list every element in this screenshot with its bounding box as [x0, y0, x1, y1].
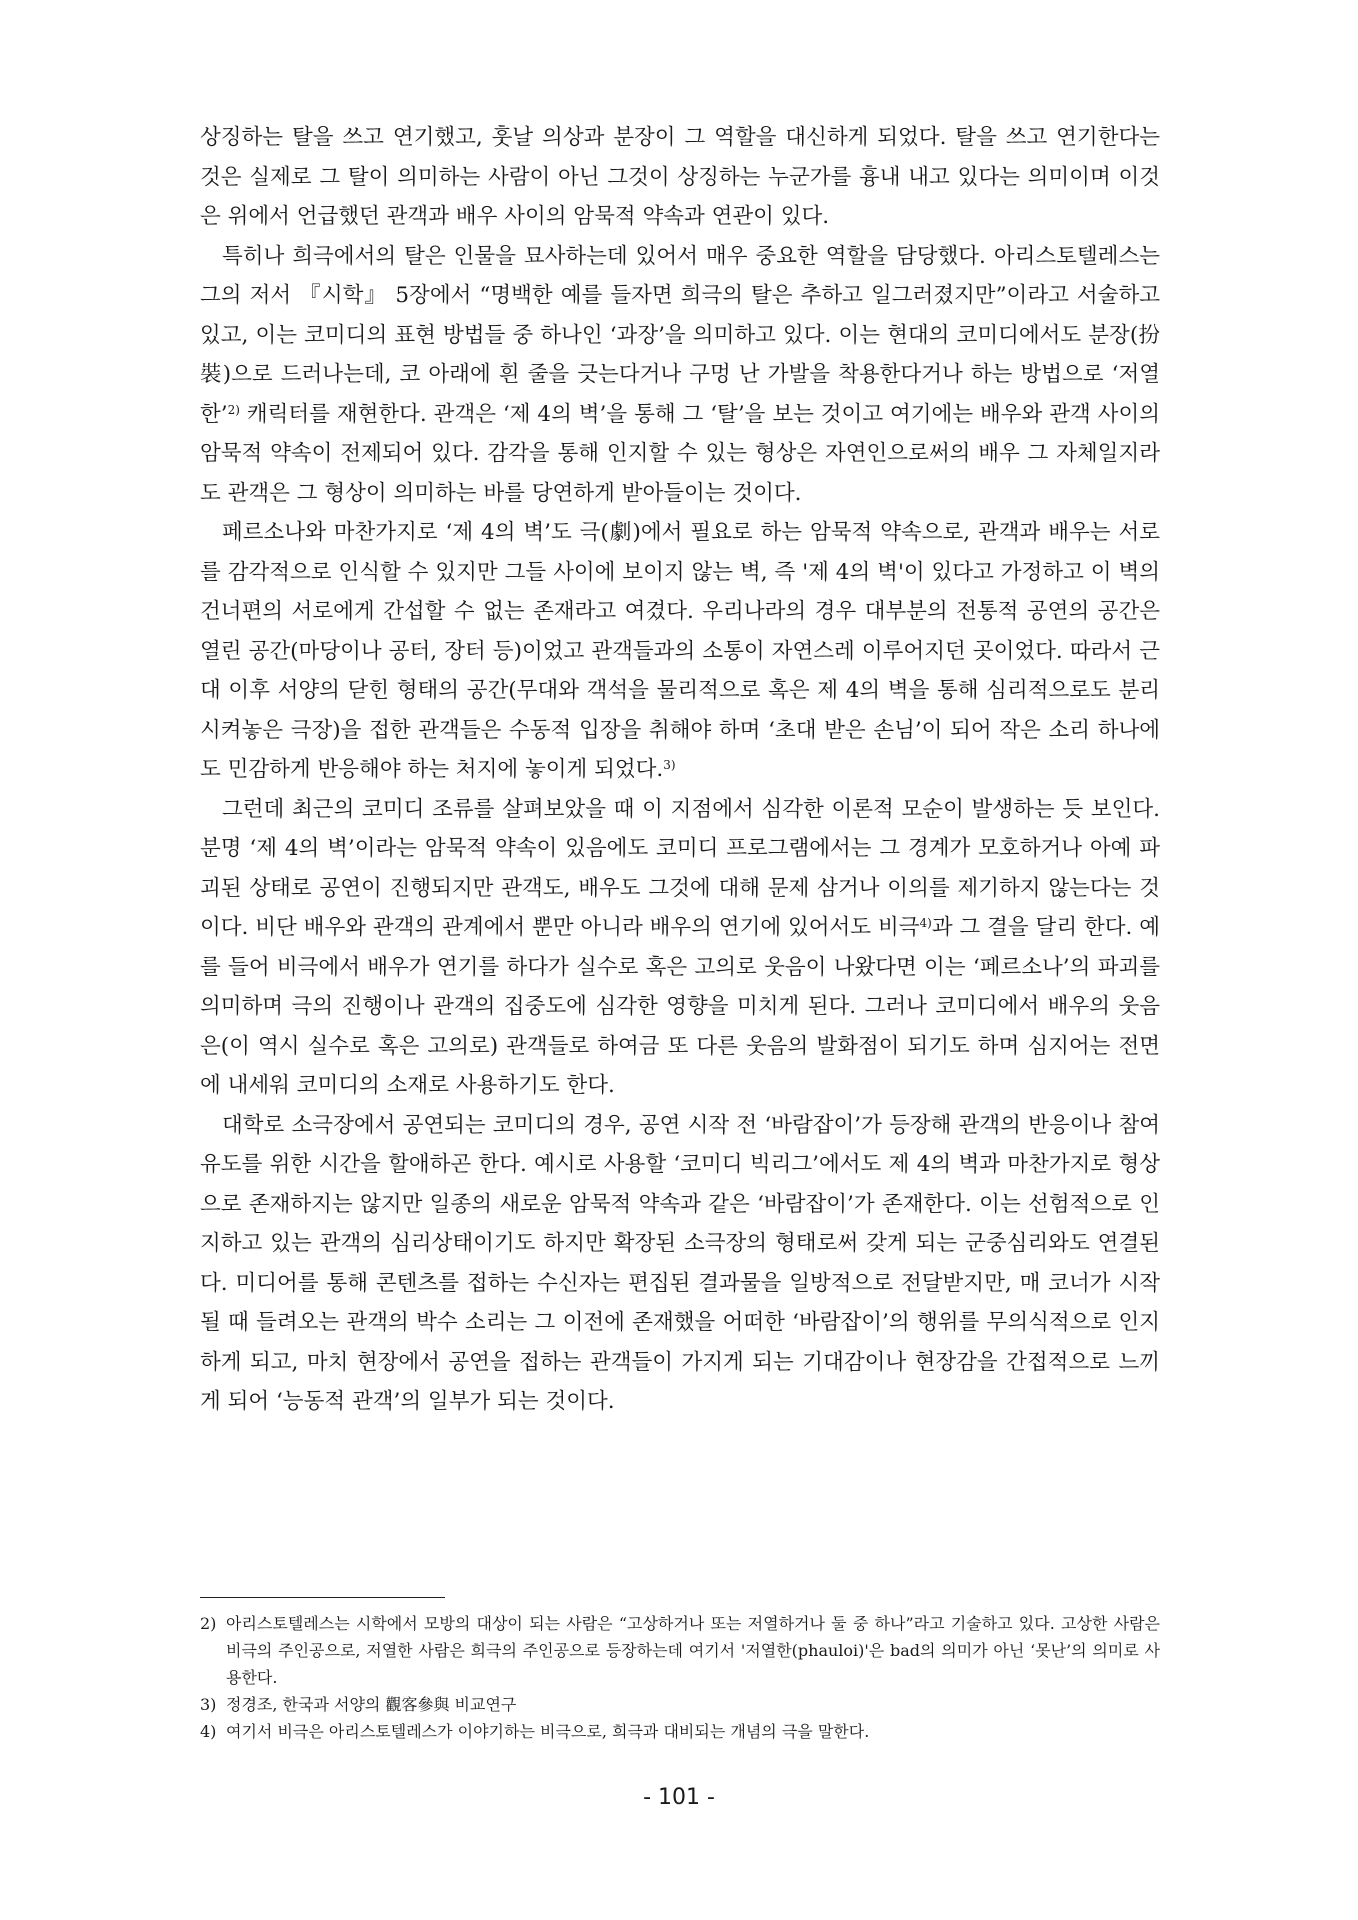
paragraph — [200, 790, 1160, 1106]
body-text — [200, 118, 1160, 1422]
paragraph-text: 캐릭터를 재현한다. 관객은 ‘제 4의 벽’을 통해 그 ‘탈’을 보는 것이고 여기에는 배우와 관객 사이의 암묵적 약속이 전제되어 있다. 감각을 통해 인지할 수 있는 형상은 자연인으로써의 배우 그 자체일지라도 관객은 그 형상이 의미하는 바를 당연하게 받아들이는 것이다. — [200, 401, 1160, 506]
footnote-text: 아리스토텔레스는 시학에서 모방의 대상이 되는 사람은 “고상하거나 또는 저열하거나 둘 중 하나”라고 기술하고 있다. 고상한 사람은 비극의 주인공으로, 저열한 사람은 희극의 주인공으로 등장하는데 여기서 '저열한(phauloi)'은 bad의 의미가 아닌 ‘못난’의 의미로 사용한다. — [226, 1614, 1160, 1687]
page-number: - 101 - — [643, 1785, 715, 1810]
paragraph-text: 과 그 결을 달리 한다. 예를 들어 비극에서 배우가 연기를 하다가 실수로 혹은 고의로 웃음이 나왔다면 이는 ‘페르소나’의 파괴를 의미하며 극의 진행이나 관객의 집중도에 심각한 영향을 미치게 된다. 그러나 코미디에서 배우의 웃음은(이 역시 실수로 혹은 고의로) 관객들로 하여금 또 다른 웃음의 발화점이 되기도 하며 심지어는 전면에 내세워 코미디의 소재로 사용하기도 한다. — [200, 915, 1160, 1098]
footnote-divider — [200, 1597, 445, 1598]
paragraph-text: 페르소나와 마찬가지로 ‘제 4의 벽’도 극(劇)에서 필요로 하는 암묵적 약속으로, 관객과 배우는 서로를 감각적으로 인식할 수 있지만 그들 사이에 보이지 않는 벽, 즉 '제 4의 벽'이 있다고 가정하고 이 벽의 건너편의 서로에게 간섭할 수 없는 존재라고 여겼다. 우리나라의 경우 대부분의 전통적 공연의 공간은 열린 공간(마당이나 공터, 장터 등)이었고 관객들과의 소통이 자연스레 이루어지던 곳이었다. 따라서 근대 이후 서양의 닫힌 형태의 공간(무대와 객석을 물리적으로 혹은 제 4의 벽을 통해 심리적으로도 분리시켜놓은 극장)을 접한 관객들은 수동적 입장을 취해야 하며 ‘초대 받은 손님’이 되어 작은 소리 하나에도 민감하게 반응해야 하는 처지에 놓이게 되었다. — [200, 520, 1160, 782]
paragraph-text: 상징하는 탈을 쓰고 연기했고, 훗날 의상과 분장이 그 역할을 대신하게 되었다. 탈을 쓰고 연기한다는 것은 실제로 그 탈이 의미하는 사람이 아닌 그것이 상징하는 누군가를 흉내 내고 있다는 의미이며 이것은 위에서 언급했던 관객과 배우 사이의 암묵적 약속과 연관이 있다. — [200, 125, 1160, 229]
footnote — [200, 1610, 1160, 1691]
footnote-ref[interactable]: 2) — [227, 402, 240, 417]
footnote-text: 여기서 비극은 아리스토텔레스가 이야기하는 비극으로, 희극과 대비되는 개념의 극을 말한다. — [226, 1722, 870, 1741]
paragraph — [200, 513, 1160, 790]
footnote-text: 정경조, 한국과 서양의 觀客參與 비교연구 — [226, 1695, 517, 1714]
footnote-number: 4) — [200, 1722, 217, 1741]
footnote-number: 2) — [200, 1614, 217, 1633]
paragraph — [200, 118, 1160, 237]
paragraph-text: 그런데 최근의 코미디 조류를 살펴보았을 때 이 지점에서 심각한 이론적 모순이 발생하는 듯 보인다. 분명 ‘제 4의 벽’이라는 암묵적 약속이 있음에도 코미디 프로그램에서는 그 경계가 모호하거나 아예 파괴된 상태로 공연이 진행되지만 관객도, 배우도 그것에 대해 문제 삼거나 이의를 제기하지 않는다는 것이다. 비단 배우와 관객의 관계에서 뿐만 아니라 배우의 연기에 있어서도 비극 — [200, 796, 1160, 940]
footnote — [200, 1691, 1160, 1718]
paragraph — [200, 237, 1160, 514]
footnote-number: 3) — [200, 1695, 217, 1714]
paragraph — [200, 1106, 1160, 1422]
footnote-ref[interactable]: 3) — [663, 758, 676, 772]
paragraph-text: 특히나 희극에서의 탈은 인물을 묘사하는데 있어서 매우 중요한 역할을 담당했다. 아리스토텔레스는 그의 저서 『시학』 5장에서 “명백한 예를 들자면 희극의 탈은 추하고 일그러졌지만”이라고 서술하고 있고, 이는 코미디의 표현 방법들 중 하나인 ‘과장’을 의미하고 있다. 이는 현대의 코미디에서도 분장(扮裝)으로 드러나는데, 코 아래에 흰 줄을 긋는다거나 구멍 난 가발을 착용한다거나 하는 방법으로 ‘저열한’ — [200, 243, 1160, 427]
footnote — [200, 1718, 1160, 1745]
footnote-ref[interactable]: 4) — [919, 916, 932, 930]
footnotes — [200, 1610, 1160, 1745]
paragraph-text: 대학로 소극장에서 공연되는 코미디의 경우, 공연 시작 전 ‘바람잡이’가 등장해 관객의 반응이나 참여 유도를 위한 시간을 할애하곤 한다. 예시로 사용할 ‘코미디 빅리그’에서도 제 4의 벽과 마찬가지로 형상으로 존재하지는 않지만 일종의 새로운 암묵적 약속과 같은 ‘바람잡이’가 존재한다. 이는 선험적으로 인지하고 있는 관객의 심리상태이기도 하지만 확장된 소극장의 형태로써 갖게 되는 군중심리와도 연결된다. 미디어를 통해 콘텐츠를 접하는 수신자는 편집된 결과물을 일방적으로 전달받지만, 매 코너가 시작될 때 들려오는 관객의 박수 소리는 그 이전에 존재했을 어떠한 ‘바람잡이’의 행위를 무의식적으로 인지하게 되고, 마치 현장에서 공연을 접하는 관객들이 가지게 되는 기대감이나 현장감을 간접적으로 느끼게 되어 ‘능동적 관객’의 일부가 되는 것이다. — [200, 1112, 1160, 1414]
